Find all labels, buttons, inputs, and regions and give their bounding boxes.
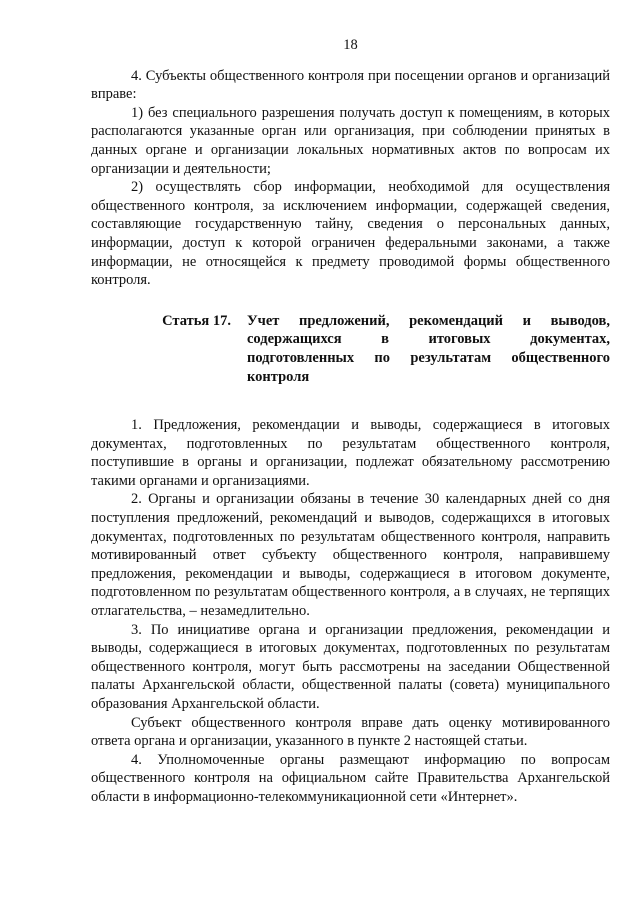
paragraph: 1) без специального разрешения получать доступ к помещениям, в которых располагаются указанные орган или организация, при соблюдении принятых в данных органе и организации локальных нормативных актов по вопросам их организации и деятельности; — [91, 104, 610, 177]
section-bottom — [91, 416, 610, 806]
paragraph: Субъект общественного контроля вправе дать оценку мотивированного ответа органа и организации, указанного в пункте 2 настоящей статьи. — [91, 714, 610, 750]
paragraph: 3. По инициативе органа и организации предложения, рекомендации и выводы, содержащиеся в итоговых документах, подготовленных по результатам общественного контроля, могут быть рассмотрены на заседании Общественной палаты Архангельской области, общественной палаты (совета) муниципального образования Архангельской области. — [91, 621, 610, 712]
article-title: Учет предложений, рекомендаций и выводов, содержащихся в итоговых документах, подготовленных по результатам общественного контроля — [247, 312, 610, 385]
paragraph: 2. Органы и организации обязаны в течение 30 календарных дней со дня поступления предложений, рекомендаций и выводов, содержащихся в итоговых документах, подготовленных по результатам общественного контроля, направить мотивированный ответ субъекту общественного контроля, направившему предложения, рекомендации и выводы, содержащиеся в итоговом документе, подготовленном по результатам общественного контроля, а в случаях, не терпящих отлагательства, – незамедлительно. — [91, 491, 610, 620]
paragraph: 4. Субъекты общественного контроля при посещении органов и организаций вправе: — [91, 67, 610, 103]
paragraph: 1. Предложения, рекомендации и выводы, содержащиеся в итоговых документах, подготовленных по результатам общественного контроля, поступившие в органы и организации, подлежат обязательному рассмотрению такими органами и организациями. — [91, 417, 610, 489]
paragraph: 4. Уполномоченные органы размещают информацию по вопросам общественного контроля на официальном сайте Правительства Архангельской области в информационно-телекоммуникационной сети «Интернет». — [91, 751, 610, 805]
paragraph: 2) осуществлять сбор информации, необходимой для осуществления общественного контроля, за исключением информации, содержащей сведения, составляющие государственную тайну, сведения о персональных данных, информации, доступ к которой ограничен федеральными законами, а также информации, не относящейся к предмету проводимой формы общественного контроля. — [91, 179, 610, 289]
page-number: 18 — [343, 37, 358, 53]
article-label: Статья 17. — [162, 312, 231, 329]
article-heading — [91, 312, 610, 386]
section-top — [91, 67, 610, 290]
